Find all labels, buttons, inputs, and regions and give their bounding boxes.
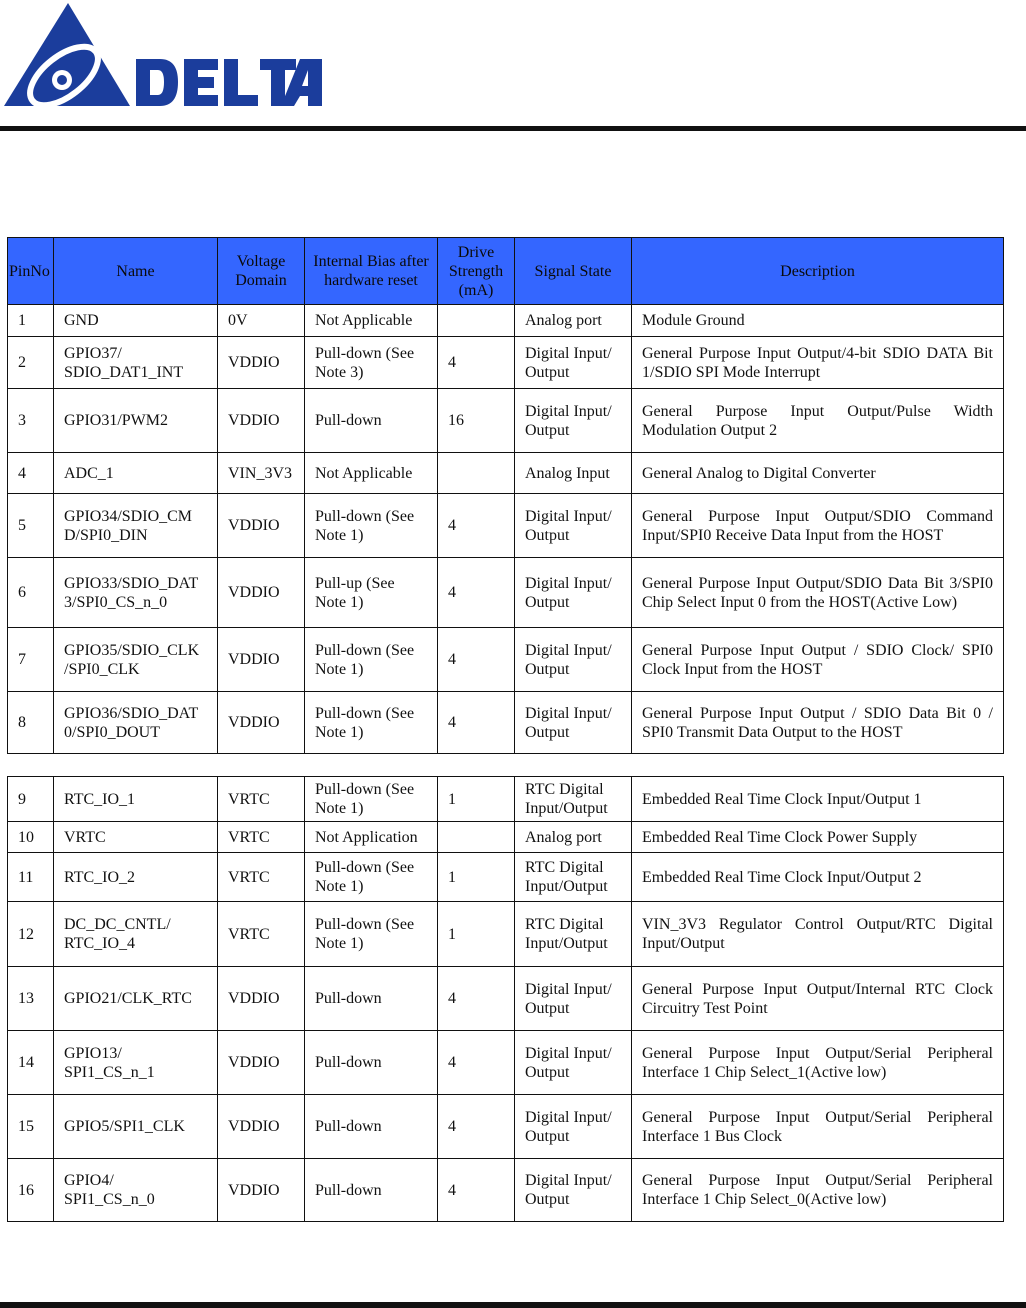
cell-name: GPIO37/ SDIO_DAT1_INT [54, 337, 218, 389]
cell-description: General Analog to Digital Converter [632, 453, 1004, 494]
cell-description: General Purpose Input Output / SDIO Data Bit 0 / SPI0 Transmit Data Output to the HOST [632, 692, 1004, 754]
cell-description: General Purpose Input Output/Serial Peripheral Interface 1 Bus Clock [632, 1095, 1004, 1159]
cell-description: General Purpose Input Output/Serial Peripheral Interface 1 Chip Select_1(Active low) [632, 1031, 1004, 1095]
cell-description: General Purpose Input Output/Serial Peripheral Interface 1 Chip Select_0(Active low) [632, 1159, 1004, 1222]
table-row [8, 1095, 1004, 1159]
table-row [8, 1159, 1004, 1222]
cell-name: DC_DC_CNTL/ RTC_IO_4 [54, 902, 218, 967]
cell-drive: 4 [438, 558, 515, 628]
cell-signal-state: RTC Digital Input/Output [515, 853, 632, 902]
cell-signal-state: Digital Input/ Output [515, 558, 632, 628]
cell-bias: Pull-down (See Note 3) [305, 337, 438, 389]
cell-bias: Pull-down (See Note 1) [305, 853, 438, 902]
cell-name: ADC_1 [54, 453, 218, 494]
cell-voltage: VDDIO [218, 628, 305, 692]
cell-drive: 4 [438, 628, 515, 692]
cell-bias: Pull-down [305, 1159, 438, 1222]
cell-voltage: VDDIO [218, 1031, 305, 1095]
cell-bias: Pull-down (See Note 1) [305, 777, 438, 822]
cell-voltage: VIN_3V3 [218, 453, 305, 494]
cell-voltage: VDDIO [218, 494, 305, 558]
cell-drive: 4 [438, 1159, 515, 1222]
cell-name: GPIO36/SDIO_DAT 0/SPI0_DOUT [54, 692, 218, 754]
table-row [8, 1031, 1004, 1095]
cell-signal-state: Digital Input/ Output [515, 1159, 632, 1222]
cell-description: General Purpose Input Output/4-bit SDIO DATA Bit 1/SDIO SPI Mode Interrupt [632, 337, 1004, 389]
cell-voltage: VDDIO [218, 389, 305, 453]
cell-voltage: VDDIO [218, 558, 305, 628]
table-row [8, 558, 1004, 628]
cell-drive: 4 [438, 337, 515, 389]
cell-pinno: 1 [8, 305, 54, 337]
header-rule [0, 126, 1026, 131]
cell-name: GPIO5/SPI1_CLK [54, 1095, 218, 1159]
cell-bias: Pull-down [305, 967, 438, 1031]
cell-signal-state: Digital Input/ Output [515, 1031, 632, 1095]
cell-signal-state: Digital Input/ Output [515, 389, 632, 453]
cell-description: General Purpose Input Output/SDIO Data Bit 3/SPI0 Chip Select Input 0 from the HOST(Active Low) [632, 558, 1004, 628]
cell-name: GPIO34/SDIO_CM D/SPI0_DIN [54, 494, 218, 558]
cell-signal-state: RTC Digital Input/Output [515, 902, 632, 967]
cell-drive: 1 [438, 777, 515, 822]
header-name: Name [54, 238, 218, 305]
cell-bias: Not Application [305, 822, 438, 853]
pin-table-part-1 [7, 237, 1004, 754]
cell-voltage: VDDIO [218, 967, 305, 1031]
cell-pinno: 6 [8, 558, 54, 628]
header-internal-bias: Internal Bias after hardware reset [305, 238, 438, 305]
cell-bias: Not Applicable [305, 305, 438, 337]
cell-name: GPIO13/ SPI1_CS_n_1 [54, 1031, 218, 1095]
table-row [8, 777, 1004, 822]
cell-drive: 1 [438, 853, 515, 902]
cell-name: GND [54, 305, 218, 337]
cell-pinno: 7 [8, 628, 54, 692]
cell-name: RTC_IO_1 [54, 777, 218, 822]
cell-pinno: 11 [8, 853, 54, 902]
cell-bias: Pull-down (See Note 1) [305, 902, 438, 967]
cell-pinno: 2 [8, 337, 54, 389]
cell-name: GPIO4/ SPI1_CS_n_0 [54, 1159, 218, 1222]
cell-pinno: 3 [8, 389, 54, 453]
cell-voltage: 0V [218, 305, 305, 337]
cell-name: GPIO21/CLK_RTC [54, 967, 218, 1031]
cell-voltage: VDDIO [218, 692, 305, 754]
table-row [8, 967, 1004, 1031]
footer-rule [0, 1302, 1026, 1308]
header-description: Description [632, 238, 1004, 305]
cell-name: GPIO35/SDIO_CLK /SPI0_CLK [54, 628, 218, 692]
table-row [8, 305, 1004, 337]
cell-bias: Pull-down [305, 1031, 438, 1095]
delta-logo [0, 0, 330, 112]
cell-name: RTC_IO_2 [54, 853, 218, 902]
cell-bias: Pull-down (See Note 1) [305, 692, 438, 754]
pin-table-part-2 [7, 776, 1004, 1222]
cell-signal-state: Digital Input/ Output [515, 628, 632, 692]
cell-description: General Purpose Input Output / SDIO Clock/ SPI0 Clock Input from the HOST [632, 628, 1004, 692]
cell-drive [438, 822, 515, 853]
cell-voltage: VRTC [218, 822, 305, 853]
cell-signal-state: Digital Input/ Output [515, 1095, 632, 1159]
cell-voltage: VDDIO [218, 337, 305, 389]
cell-signal-state: Analog port [515, 305, 632, 337]
header-signal-state: Signal State [515, 238, 632, 305]
cell-pinno: 13 [8, 967, 54, 1031]
table-row [8, 692, 1004, 754]
cell-drive [438, 453, 515, 494]
cell-description: Module Ground [632, 305, 1004, 337]
cell-signal-state: Analog port [515, 822, 632, 853]
cell-pinno: 10 [8, 822, 54, 853]
cell-pinno: 15 [8, 1095, 54, 1159]
cell-signal-state: Digital Input/ Output [515, 337, 632, 389]
cell-voltage: VRTC [218, 777, 305, 822]
cell-name: GPIO33/SDIO_DAT 3/SPI0_CS_n_0 [54, 558, 218, 628]
header-voltage-domain: Voltage Domain [218, 238, 305, 305]
cell-pinno: 12 [8, 902, 54, 967]
cell-drive: 4 [438, 494, 515, 558]
cell-name: VRTC [54, 822, 218, 853]
cell-description: General Purpose Input Output/Internal RTC Clock Circuitry Test Point [632, 967, 1004, 1031]
cell-voltage: VRTC [218, 853, 305, 902]
cell-name: GPIO31/PWM2 [54, 389, 218, 453]
cell-description: General Purpose Input Output/Pulse Width Modulation Output 2 [632, 389, 1004, 453]
table-row [8, 853, 1004, 902]
cell-voltage: VRTC [218, 902, 305, 967]
cell-bias: Pull-down [305, 1095, 438, 1159]
cell-voltage: VDDIO [218, 1095, 305, 1159]
cell-drive: 4 [438, 1031, 515, 1095]
cell-drive: 4 [438, 967, 515, 1031]
cell-pinno: 16 [8, 1159, 54, 1222]
cell-drive: 1 [438, 902, 515, 967]
cell-description: Embedded Real Time Clock Input/Output 1 [632, 777, 1004, 822]
table-row [8, 337, 1004, 389]
cell-pinno: 4 [8, 453, 54, 494]
cell-voltage: VDDIO [218, 1159, 305, 1222]
cell-description: Embedded Real Time Clock Input/Output 2 [632, 853, 1004, 902]
cell-drive: 4 [438, 1095, 515, 1159]
cell-pinno: 9 [8, 777, 54, 822]
header-drive-strength: Drive Strength (mA) [438, 238, 515, 305]
cell-bias: Pull-down [305, 389, 438, 453]
cell-description: VIN_3V3 Regulator Control Output/RTC Digital Input/Output [632, 902, 1004, 967]
table-row [8, 902, 1004, 967]
table-header-row [8, 238, 1004, 305]
header-pinno: PinNo [8, 238, 54, 305]
table-row [8, 494, 1004, 558]
cell-signal-state: RTC Digital Input/Output [515, 777, 632, 822]
cell-description: General Purpose Input Output/SDIO Command Input/SPI0 Receive Data Input from the HOST [632, 494, 1004, 558]
cell-drive: 4 [438, 692, 515, 754]
cell-bias: Pull-up (See Note 1) [305, 558, 438, 628]
table-row [8, 453, 1004, 494]
cell-bias: Pull-down (See Note 1) [305, 628, 438, 692]
table-row [8, 628, 1004, 692]
cell-bias: Not Applicable [305, 453, 438, 494]
cell-signal-state: Analog Input [515, 453, 632, 494]
cell-description: Embedded Real Time Clock Power Supply [632, 822, 1004, 853]
cell-drive [438, 305, 515, 337]
cell-pinno: 8 [8, 692, 54, 754]
cell-signal-state: Digital Input/ Output [515, 692, 632, 754]
table-row [8, 389, 1004, 453]
cell-pinno: 14 [8, 1031, 54, 1095]
cell-signal-state: Digital Input/ Output [515, 967, 632, 1031]
cell-drive: 16 [438, 389, 515, 453]
cell-signal-state: Digital Input/ Output [515, 494, 632, 558]
table-row [8, 822, 1004, 853]
cell-bias: Pull-down (See Note 1) [305, 494, 438, 558]
cell-pinno: 5 [8, 494, 54, 558]
